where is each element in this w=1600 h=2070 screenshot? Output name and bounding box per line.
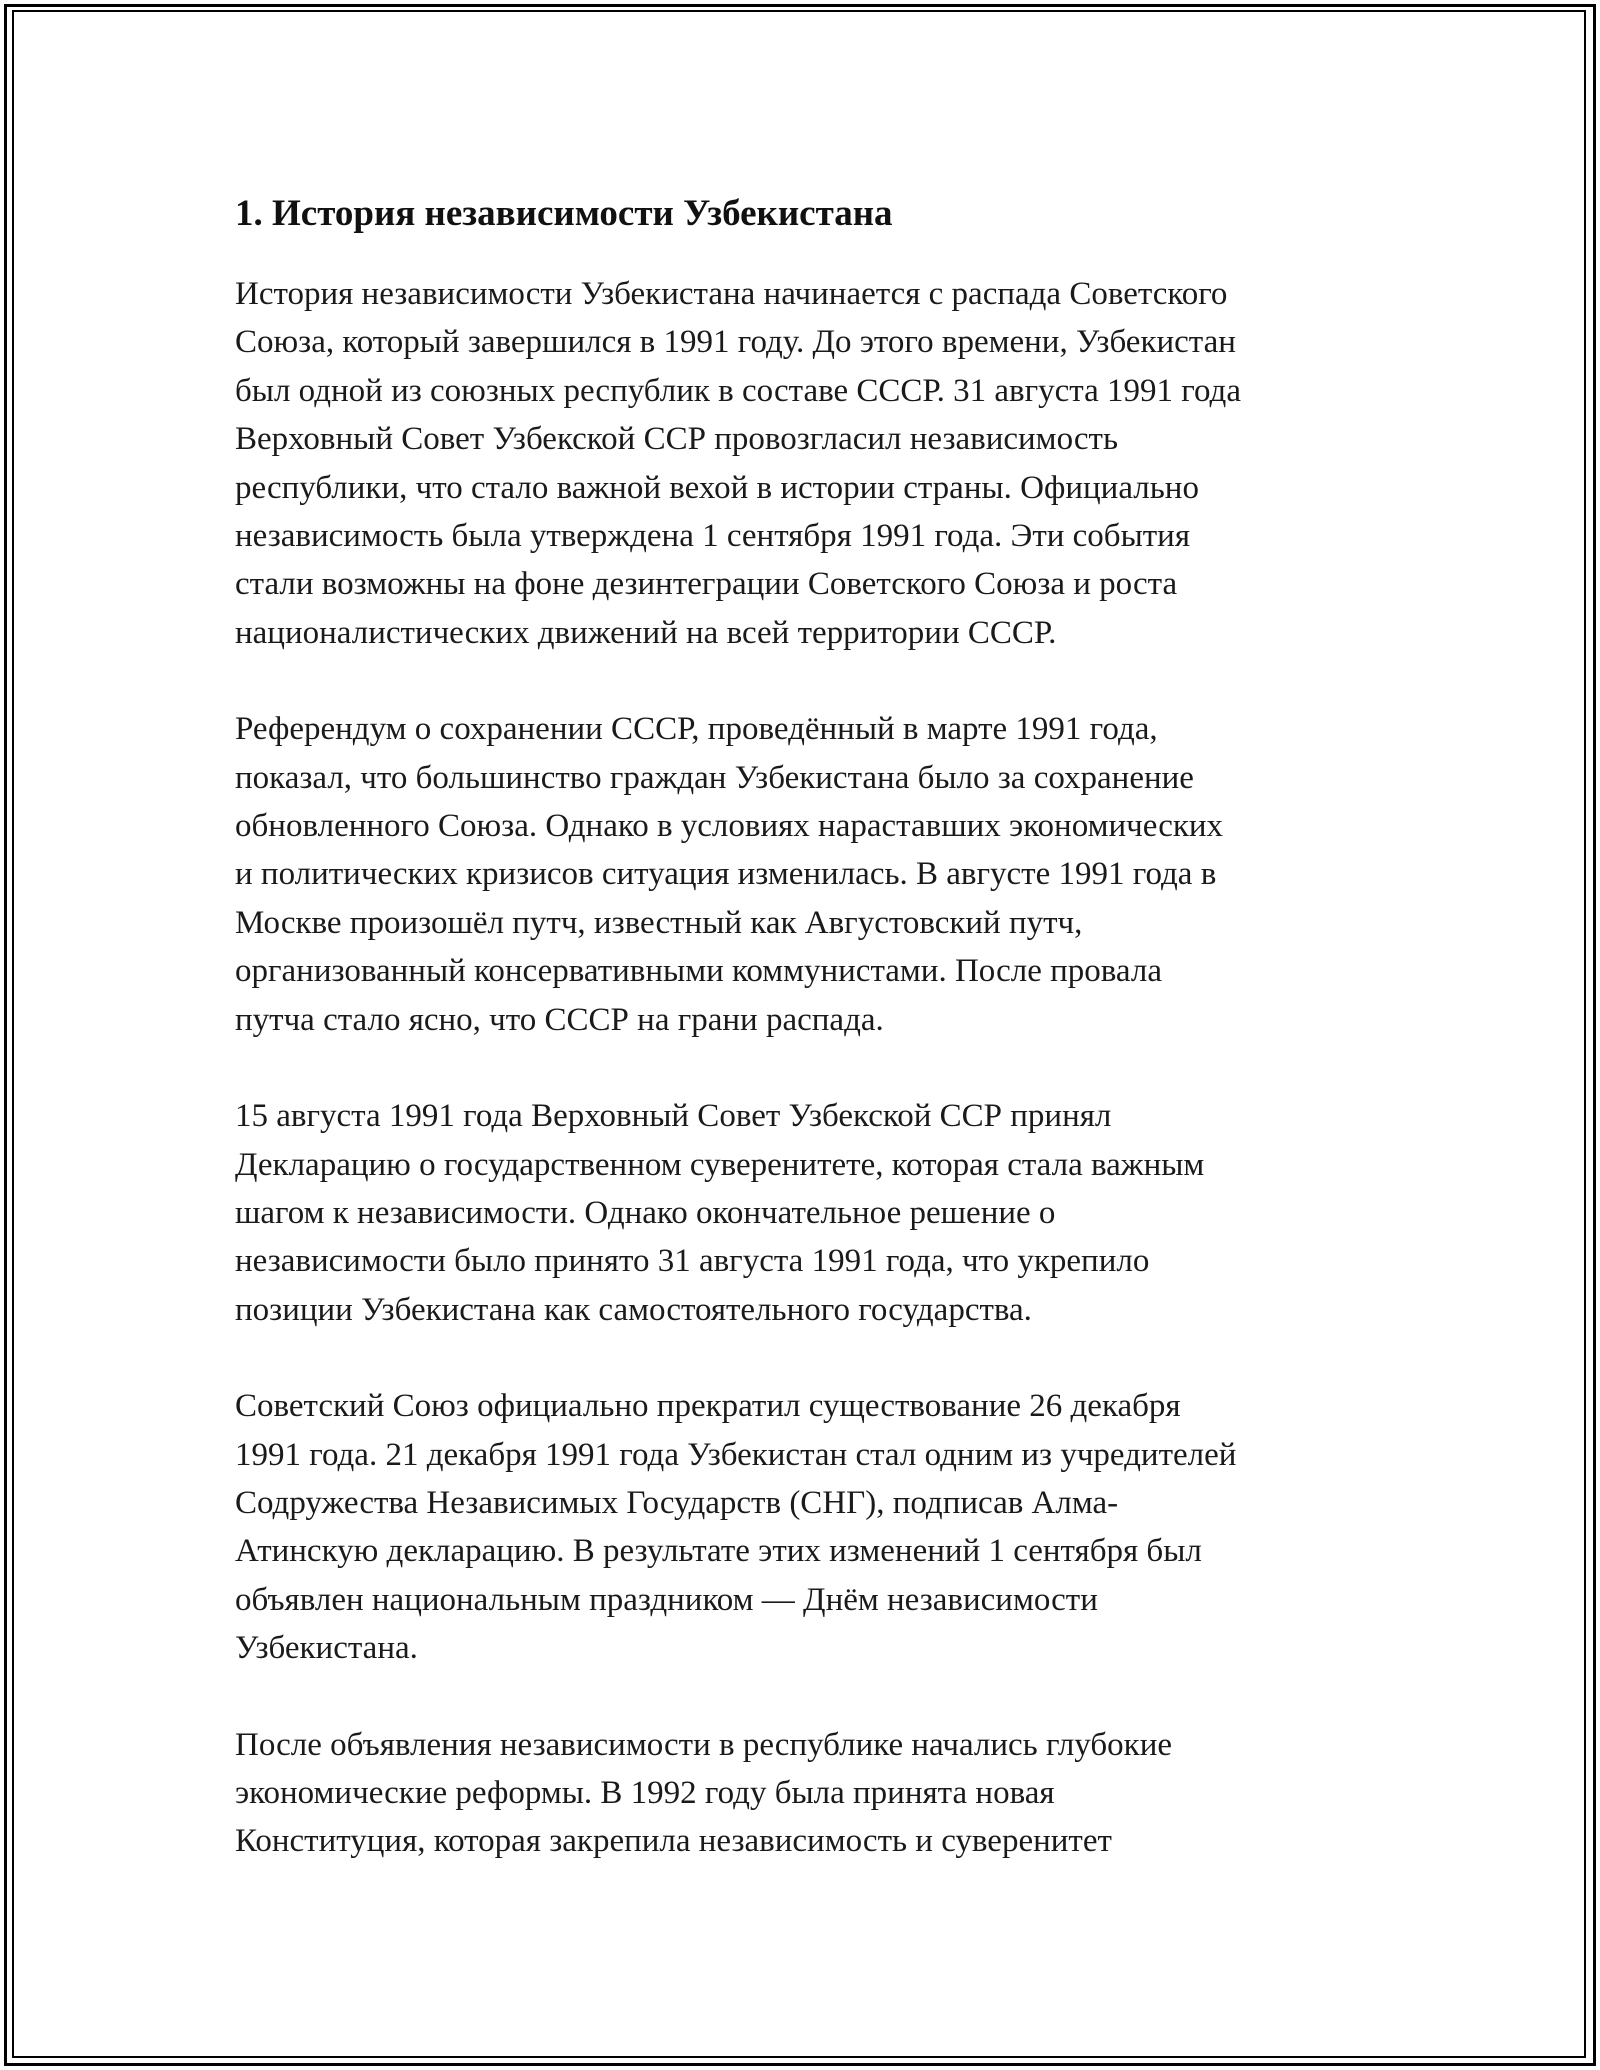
text-line: После объявления независимости в республике начались глубокие (235, 1726, 1173, 1763)
text-line: и политических кризисов ситуация изменилась. В августе 1991 года в (235, 856, 1217, 893)
paragraph-2 (235, 705, 1375, 1044)
paragraph-1 (235, 270, 1375, 657)
text-line: Верховный Совет Узбекской ССР провозгласил независимость (235, 421, 1119, 458)
text-line: республики, что стало важной вехой в истории страны. Официально (235, 469, 1199, 506)
text-line: независимости было принято 31 августа 1991 года, что укрепило (235, 1243, 1150, 1280)
text-line: Союза, который завершился в 1991 году. До этого времени, Узбекистан (235, 324, 1236, 361)
paragraph-3 (235, 1092, 1375, 1334)
text-line: Атинскую декларацию. В результате этих изменений 1 сентября был (235, 1533, 1202, 1570)
text-line: националистических движений на всей территории СССР. (235, 614, 1057, 651)
document-body (235, 188, 1375, 1914)
text-line: шагом к независимости. Однако окончательное решение о (235, 1194, 1056, 1231)
text-line: Референдум о сохранении СССР, проведённый в марте 1991 года, (235, 711, 1158, 748)
text-line: стали возможны на фоне дезинтеграции Советского Союза и роста (235, 566, 1178, 603)
text-line: обновленного Союза. Однако в условиях нараставших экономических (235, 808, 1224, 845)
text-line: был одной из союзных республик в составе СССР. 31 августа 1991 года (235, 372, 1241, 409)
text-line: Конституция, которая закрепила независимость и суверенитет (235, 1823, 1112, 1860)
text-line: позиции Узбекистана как самостоятельного государства. (235, 1291, 1032, 1328)
text-line: показал, что большинство граждан Узбекистана было за сохранение (235, 759, 1194, 796)
text-line: Узбекистана. (235, 1630, 418, 1667)
text-line: экономические реформы. В 1992 году была принята новая (235, 1774, 1055, 1811)
paragraph-4 (235, 1382, 1375, 1672)
text-line: объявлен национальным праздником — Днём независимости (235, 1581, 1098, 1618)
text-line: Советский Союз официально прекратил существование 26 декабря (235, 1388, 1181, 1425)
text-line: независимость была утверждена 1 сентября 1991 года. Эти события (235, 518, 1191, 555)
text-line: Москве произошёл путч, известный как Августовский путч, (235, 904, 1083, 941)
paragraph-5 (235, 1721, 1375, 1866)
text-line: История независимости Узбекистана начинается с распада Советского (235, 276, 1228, 312)
text-line: путча стало ясно, что СССР на грани распада. (235, 1001, 884, 1038)
text-line: Декларацию о государственном суверенитете, которая стала важным (235, 1146, 1205, 1183)
section-heading: 1. История независимости Узбекистана (235, 193, 893, 234)
text-line: организованный консервативными коммунистами. После провала (235, 953, 1162, 990)
text-line: Содружества Независимых Государств (СНГ), подписав Алма- (235, 1484, 1119, 1521)
text-line: 15 августа 1991 года Верховный Совет Узбекской ССР принял (235, 1098, 1112, 1135)
text-line: 1991 года. 21 декабря 1991 года Узбекистан стал одним из учредителей (235, 1436, 1237, 1473)
